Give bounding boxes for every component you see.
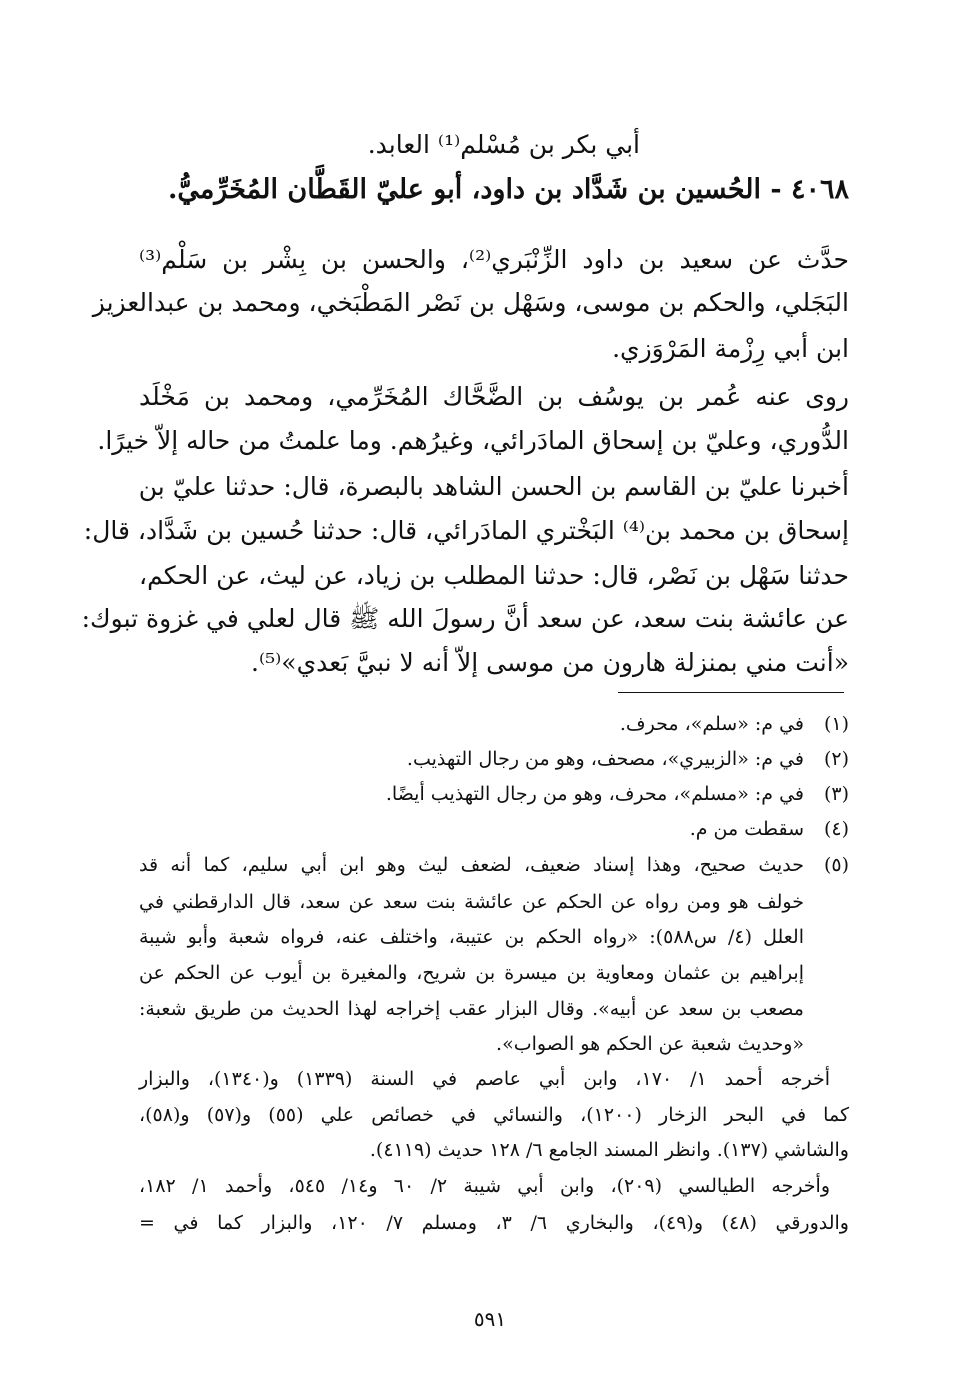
footnote-number: (٢) — [823, 748, 849, 770]
footnote-line: «وحديث شعبة عن الحكم هو الصواب». — [496, 1033, 804, 1055]
footnote-line: حديث صحيح، وهذا إسناد ضعيف، لضعف ليث وهو ابن أبي سليم، كما أنه قد — [139, 854, 804, 876]
paragraph-line: إسحاق بن محمد بن⁽⁴⁾ البَخْتري المادَرائي، قال: حدثنا حُسين بن شَدَّاد، قال: — [83, 516, 849, 545]
footnote-text: في م: «سلم»، محرف. — [619, 713, 804, 735]
footnote-number: (٣) — [823, 783, 849, 805]
footnote-separator — [618, 692, 844, 693]
footnote-number: (٤) — [823, 818, 849, 840]
paragraph-line: روى عنه عُمر بن يوسُف بن الضَّحَّاك المُخَرِّمي، ومحمد بن مَخْلَد — [139, 382, 849, 411]
paragraph-line: أخبرنا عليّ بن القاسم بن الحسن الشاهد بالبصرة، قال: حدثنا عليّ بن — [138, 472, 849, 501]
footnote-line: خولف هو ومن رواه عن الحكم عن عائشة بنت سعد عن سعد، قال الدارقطني في — [139, 891, 804, 913]
entry-heading: ٤٠٦٨ - الحُسين بن شَدَّاد بن داود، أبو عليّ القَطَّان المُخَرِّميُّ. — [167, 174, 849, 205]
footnote-line: إبراهيم بن عثمان ومعاوية بن ميسرة بن شريح، والمغيرة بن أيوب عن الحكم عن — [139, 962, 804, 984]
hadith-line: «أنت مني بمنزلة هارون من موسى إلاّ أنه لا نبيَّ بَعدي»⁽⁵⁾. — [251, 648, 849, 677]
paragraph-line: الدُّوري، وعليّ بن إسحاق المادَرائي، وغيرُهم. وما علمتُ من حاله إلاّ خيرًا. — [97, 426, 849, 455]
intro-line: أبي بكر بن مُسْلم⁽¹⁾ العابد. — [367, 130, 640, 159]
footnote-line: مصعب بن سعد عن أبيه». وقال البزار عقب إخراجه لهذا الحديث من طريق شعبة: — [139, 998, 804, 1020]
paragraph-line: حدَّث عن سعيد بن داود الزِّنْبَري⁽²⁾، والحسن بن بِشْر بن سَلْم⁽³⁾ — [139, 245, 849, 274]
paragraph-line: البَجَلي، والحكم بن موسى، وسَهْل بن نَصْر المَطْبَخي، ومحمد بن عبدالعزيز — [92, 288, 849, 317]
footnote-text: في م: «مسلم»، محرف، وهو من رجال التهذيب أيضًا. — [385, 783, 804, 805]
page-number: ٥٩١ — [473, 1307, 507, 1331]
footnote-line: والدورقي (٤٨) و(٤٩)، والبخاري ٦/ ٣، ومسلم ٧/ ١٢٠، والبزار كما في = — [139, 1212, 849, 1234]
footnote-line: أخرجه أحمد ١/ ١٧٠، وابن أبي عاصم في السنة (١٣٣٩) و(١٣٤٠)، والبزار — [139, 1068, 831, 1090]
footnote-text: سقطت من م. — [689, 818, 804, 840]
footnote-text: في م: «الزبيري»، مصحف، وهو من رجال التهذيب. — [406, 748, 804, 770]
footnote-line: والشاشي (١٣٧). وانظر المسند الجامع ٦/ ١٢٨ حديث (٤١١٩). — [369, 1139, 849, 1161]
footnote-line: كما في البحر الزخار (١٢٠٠)، والنسائي في خصائص علي (٥٥) و(٥٧) و(٥٨)، — [139, 1104, 850, 1126]
footnote-line: العلل (٤/ س٥٨٨): «رواه الحكم بن عتيبة، واختلف عنه، فرواه شعبة وأبو شيبة — [139, 926, 804, 948]
footnote-number: (٥) — [823, 854, 849, 876]
paragraph-line: ابن أبي رِزْمة المَرْوَزي. — [612, 334, 849, 363]
paragraph-line: حدثنا سَهْل بن نَصْر، قال: حدثنا المطلب بن زياد، عن ليث، عن الحكم، — [139, 561, 849, 590]
footnote-line: وأخرجه الطيالسي (٢٠٩)، وابن أبي شيبة ٢/ ٦٠ و١٤/ ٥٤٥، وأحمد ١/ ١٨٢، — [139, 1175, 830, 1197]
footnote-number: (١) — [823, 713, 849, 735]
paragraph-line: عن عائشة بنت سعد، عن سعد أنَّ رسولَ الله ﷺ قال لعلي في غزوة تبوك: — [81, 604, 849, 633]
